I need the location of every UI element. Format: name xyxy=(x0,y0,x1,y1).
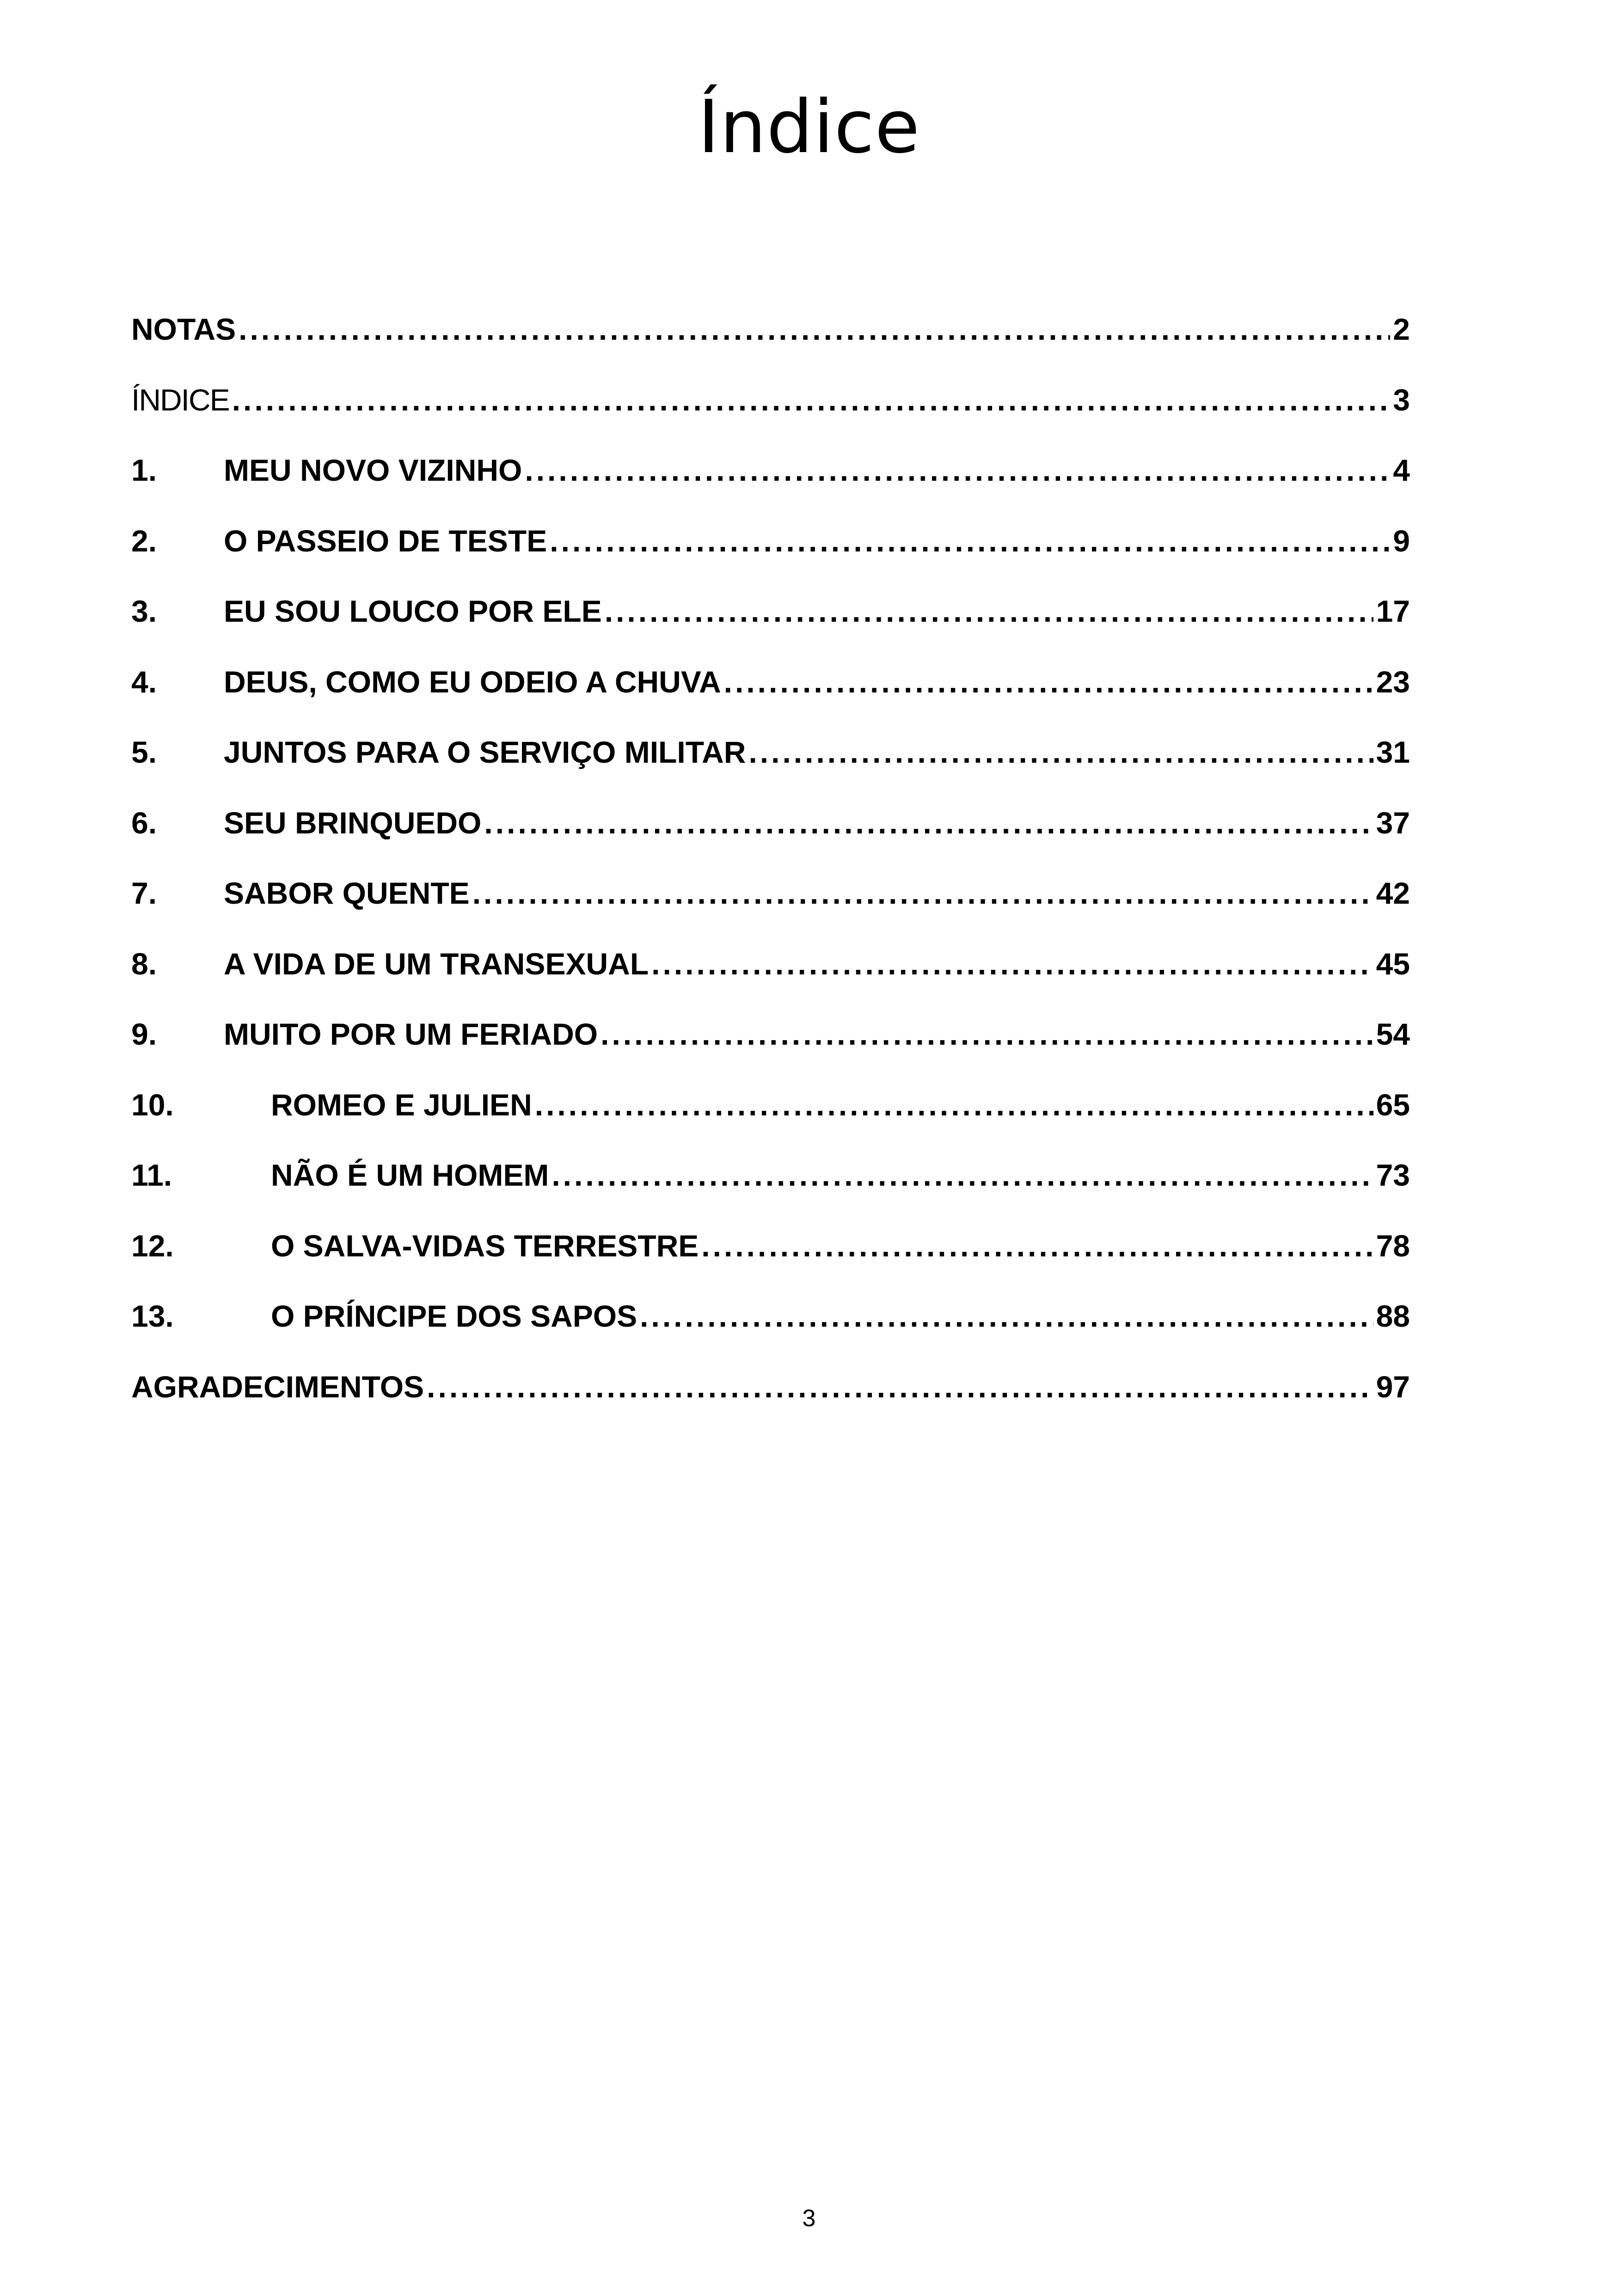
toc-entry-number: 7. xyxy=(131,876,157,910)
toc-entry-chapter-13[interactable] xyxy=(131,1281,1410,1352)
toc-leader-dots xyxy=(651,929,1373,999)
toc-leader-dots xyxy=(232,365,1391,435)
toc-entry-chapter-1[interactable] xyxy=(131,435,1410,506)
toc-entry-title: NOTAS xyxy=(131,312,236,346)
toc-entry-number: 12. xyxy=(131,1228,174,1263)
toc-entry-chapter-10[interactable] xyxy=(131,1070,1410,1140)
toc-entry-indice[interactable] xyxy=(131,365,1410,435)
toc-entry-chapter-7[interactable] xyxy=(131,858,1410,929)
toc-entry-chapter-9[interactable] xyxy=(131,999,1410,1070)
toc-entry-page: 2 xyxy=(1393,312,1410,346)
toc-entry-title: O PRÍNCIPE DOS SAPOS xyxy=(271,1299,637,1333)
toc-entry-title: DEUS, COMO EU ODEIO A CHUVA xyxy=(224,664,721,699)
table-of-contents xyxy=(131,294,1410,1422)
toc-entry-agradecimentos[interactable] xyxy=(131,1352,1410,1422)
toc-entry-title: ROMEO E JULIEN xyxy=(271,1087,532,1122)
toc-leader-dots xyxy=(640,1281,1373,1352)
toc-entry-title: O PASSEIO DE TESTE xyxy=(224,523,547,558)
toc-entry-page: 3 xyxy=(1393,382,1410,417)
toc-entry-title: AGRADECIMENTOS xyxy=(131,1369,424,1404)
toc-entry-number: 9. xyxy=(131,1017,157,1051)
toc-entry-page: 45 xyxy=(1376,946,1410,981)
toc-entry-chapter-6[interactable] xyxy=(131,788,1410,858)
toc-entry-number: 8. xyxy=(131,946,157,981)
toc-leader-dots xyxy=(484,788,1373,858)
toc-entry-chapter-3[interactable] xyxy=(131,576,1410,647)
toc-entry-title: MEU NOVO VIZINHO xyxy=(224,453,522,487)
toc-entry-title: O SALVA-VIDAS TERRESTRE xyxy=(271,1228,699,1263)
toc-entry-page: 37 xyxy=(1376,805,1410,840)
toc-entry-number: 3. xyxy=(131,594,157,628)
toc-entry-notas[interactable] xyxy=(131,294,1410,365)
toc-entry-title: SEU BRINQUEDO xyxy=(224,805,482,840)
toc-leader-dots xyxy=(239,294,1390,365)
toc-entry-title: SABOR QUENTE xyxy=(224,876,470,910)
toc-entry-page: 9 xyxy=(1393,523,1410,558)
toc-leader-dots xyxy=(605,576,1373,647)
toc-leader-dots xyxy=(472,858,1373,929)
toc-leader-dots xyxy=(535,1070,1373,1140)
toc-entry-number: 1. xyxy=(131,453,157,487)
toc-leader-dots xyxy=(550,506,1390,576)
toc-leader-dots xyxy=(552,1140,1373,1211)
toc-entry-title: MUITO POR UM FERIADO xyxy=(224,1017,598,1051)
toc-entry-page: 65 xyxy=(1376,1087,1410,1122)
toc-entry-page: 31 xyxy=(1376,735,1410,769)
toc-entry-title: EU SOU LOUCO POR ELE xyxy=(224,594,602,628)
toc-entry-page: 97 xyxy=(1376,1369,1410,1404)
toc-entry-number: 6. xyxy=(131,805,157,840)
toc-entry-page: 23 xyxy=(1376,664,1410,699)
toc-entry-number: 10. xyxy=(131,1087,174,1122)
toc-entry-page: 78 xyxy=(1376,1228,1410,1263)
toc-entry-page: 88 xyxy=(1376,1299,1410,1333)
toc-leader-dots xyxy=(525,435,1390,506)
page-title: Índice xyxy=(698,85,920,170)
toc-entry-number: 4. xyxy=(131,664,157,699)
toc-entry-number: 13. xyxy=(131,1299,174,1333)
toc-leader-dots xyxy=(427,1352,1373,1422)
page-number: 3 xyxy=(802,2205,816,2232)
toc-entry-title: ÍNDICE xyxy=(131,382,229,417)
toc-entry-page: 17 xyxy=(1376,594,1410,628)
toc-entry-page: 42 xyxy=(1376,876,1410,910)
toc-entry-title: A VIDA DE UM TRANSEXUAL xyxy=(224,946,649,981)
toc-leader-dots xyxy=(724,647,1373,717)
toc-entry-number: 2. xyxy=(131,523,157,558)
toc-leader-dots xyxy=(601,999,1373,1070)
toc-entry-page: 73 xyxy=(1376,1158,1410,1192)
toc-entry-page: 4 xyxy=(1393,453,1410,487)
toc-entry-title: NÃO É UM HOMEM xyxy=(271,1158,549,1192)
toc-entry-chapter-12[interactable] xyxy=(131,1211,1410,1281)
toc-leader-dots xyxy=(748,717,1373,788)
toc-entry-chapter-2[interactable] xyxy=(131,506,1410,576)
toc-entry-chapter-8[interactable] xyxy=(131,929,1410,999)
toc-entry-title: JUNTOS PARA O SERVIÇO MILITAR xyxy=(224,735,746,769)
toc-leader-dots xyxy=(701,1211,1373,1281)
toc-entry-chapter-5[interactable] xyxy=(131,717,1410,788)
toc-entry-number: 11. xyxy=(131,1158,172,1192)
toc-entry-chapter-4[interactable] xyxy=(131,647,1410,717)
toc-entry-chapter-11[interactable] xyxy=(131,1140,1410,1211)
toc-entry-number: 5. xyxy=(131,735,157,769)
toc-entry-page: 54 xyxy=(1376,1017,1410,1051)
